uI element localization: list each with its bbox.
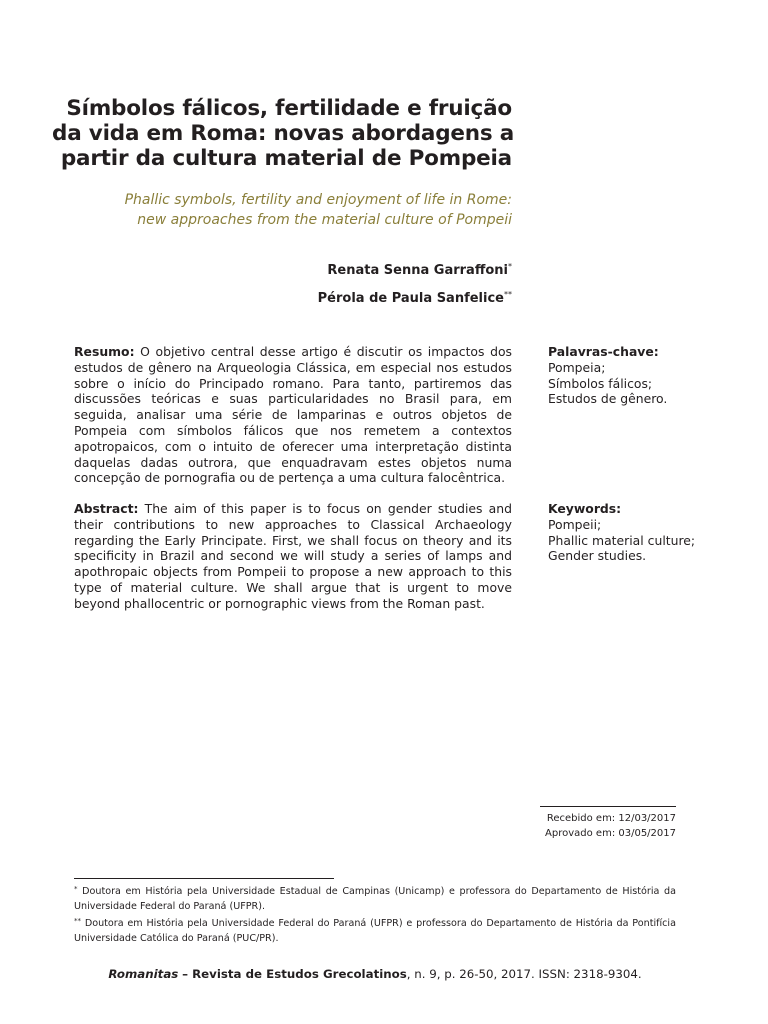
journal-name: Romanitas bbox=[108, 967, 179, 981]
footnote-marker: * bbox=[508, 262, 512, 271]
keywords-pt-label: Palavras-chave: bbox=[548, 344, 659, 359]
keyword: Pompeia; bbox=[548, 359, 606, 375]
article-title-pt bbox=[52, 96, 515, 171]
keywords-en-label: Keywords: bbox=[548, 501, 622, 516]
author bbox=[52, 283, 512, 311]
author-list bbox=[52, 255, 512, 311]
keyword: Gender studies. bbox=[548, 548, 647, 564]
keyword: Phallic material culture; bbox=[548, 532, 696, 548]
abstract-label: Abstract: bbox=[74, 501, 139, 516]
subtitle-line: new approaches from the material culture of Pompeii bbox=[137, 212, 512, 228]
title-line: partir da cultura material de Pompeia bbox=[60, 146, 512, 171]
received-date: Recebido em: 12/03/2017 bbox=[546, 813, 676, 824]
author-name: Pérola de Paula Sanfelice bbox=[317, 291, 504, 306]
abstract-paragraph bbox=[74, 501, 512, 612]
footnote-marker: ** bbox=[74, 917, 81, 925]
subtitle-line: Phallic symbols, fertility and enjoyment of life in Rome: bbox=[124, 192, 512, 208]
footnote bbox=[74, 914, 676, 946]
citation-details: , n. 9, p. 26-50, 2017. ISSN: 2318-9304. bbox=[406, 967, 642, 981]
resumo-paragraph bbox=[74, 344, 512, 486]
resumo-label: Resumo: bbox=[74, 344, 135, 359]
title-line: Símbolos fálicos, fertilidade e fruição bbox=[66, 96, 512, 121]
keyword: Símbolos fálicos; bbox=[548, 375, 653, 391]
footnote-divider bbox=[74, 878, 334, 879]
approved-date: Aprovado em: 03/05/2017 bbox=[545, 828, 676, 839]
journal-citation bbox=[74, 966, 676, 982]
keyword: Estudos de gênero. bbox=[548, 391, 668, 407]
footnote-text: Doutora em História pela Universidade Estadual de Campinas (Unicamp) e professora do Departamento de História da Universidade Federal do Paraná (UFPR). bbox=[74, 886, 676, 912]
footnote bbox=[74, 882, 676, 914]
footnote-marker: * bbox=[74, 885, 78, 893]
keywords-en bbox=[548, 501, 758, 564]
author-name: Renata Senna Garraffoni bbox=[327, 263, 508, 278]
abstract-text: The aim of this paper is to focus on gender studies and their contributions to new approaches to Classical Archaeology regarding the Early Principate. First, we shall focus on theory and its specificity in Brazil and second we will study a series of lamps and apothropaic objects from Pompeii to propose a new approach to this type of material culture. We shall argue that is urgent to move beyond phallocentric or pornographic views from the Roman past. bbox=[74, 501, 512, 611]
footnote-marker: ** bbox=[504, 290, 512, 299]
author bbox=[52, 255, 512, 283]
resumo-text: O objetivo central desse artigo é discutir os impactos dos estudos de gênero na Arqueologia Clássica, em especial nos estudos sobre o início do Principado romano. Para tanto, partiremos das discussões teóricas e suas particularidades no Brasil para, em seguida, analisar uma série de lamparinas e outros objetos de Pompeia com símbolos fálicos que nos remetem a contextos apotropaicos, com o intuito de oferecer uma interpretação distinta daquelas dadas outrora, que enquadravam estes objetos numa concepção de pornografia ou de pertença a uma cultura falocêntrica. bbox=[74, 344, 512, 486]
keywords-pt bbox=[548, 344, 758, 407]
title-line: da vida em Roma: novas abordagens a bbox=[52, 121, 515, 146]
article-title-en bbox=[52, 190, 512, 230]
footnotes bbox=[74, 882, 676, 946]
journal-subtitle: – Revista de Estudos Grecolatinos bbox=[182, 967, 407, 981]
submission-dates bbox=[540, 806, 676, 841]
footnote-text: Doutora em História pela Universidade Federal do Paraná (UFPR) e professora do Departamento de História da Pontifícia Universidade Católica do Paraná (PUC/PR). bbox=[74, 918, 676, 944]
keyword: Pompeii; bbox=[548, 516, 602, 532]
